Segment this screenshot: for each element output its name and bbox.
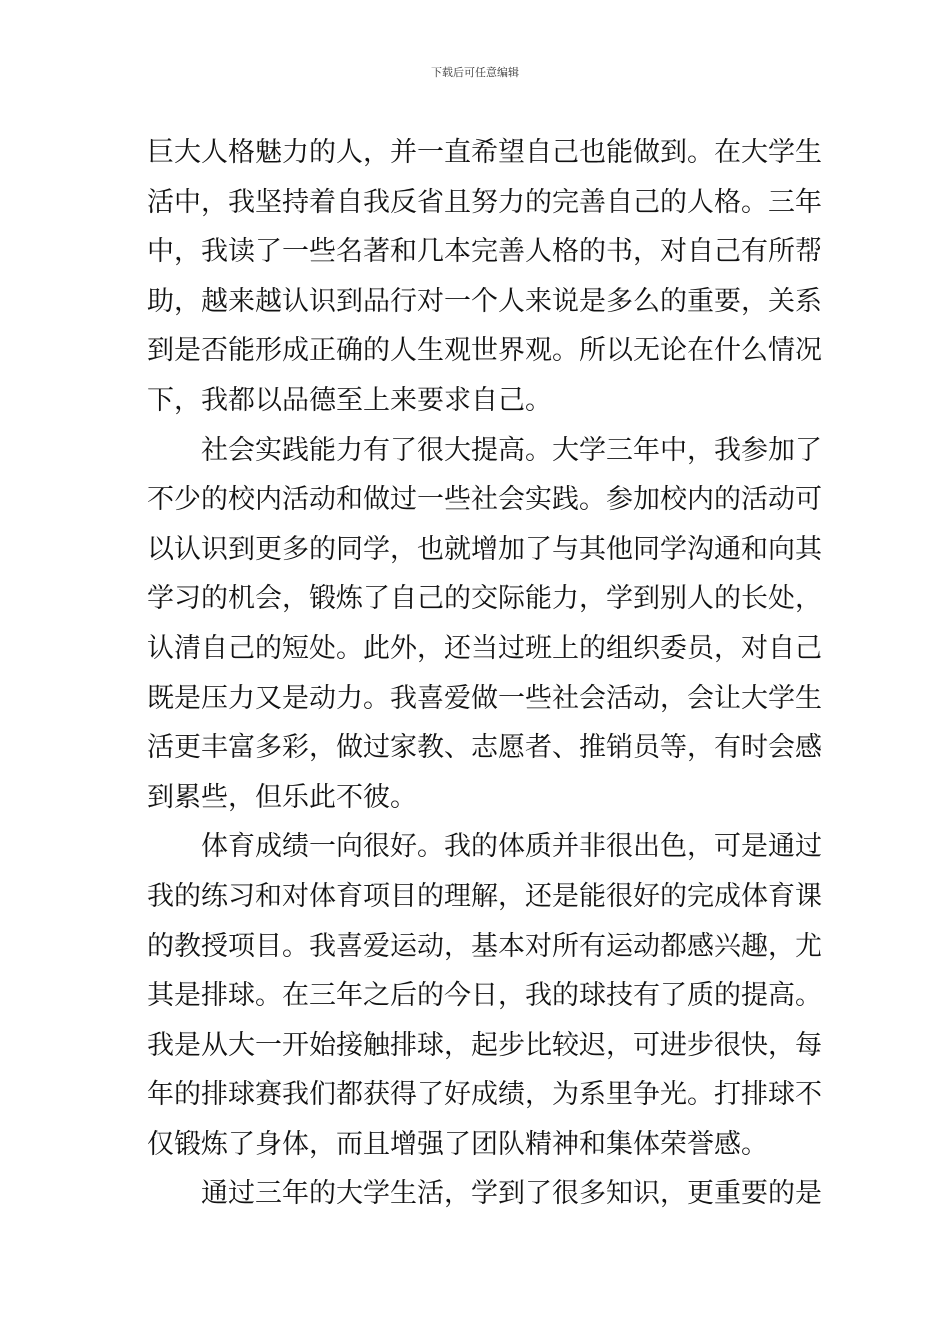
text-line: 活中，我坚持着自我反省且努力的完善自己的人格。三年 [147, 186, 822, 218]
text-line: 仅锻炼了身体，而且增强了团队精神和集体荣誉感。 [147, 1128, 768, 1160]
text-line: 的教授项目。我喜爱运动，基本对所有运动都感兴趣，尤 [147, 930, 822, 962]
text-line: 活更丰富多彩，做过家教、志愿者、推销员等，有时会感 [147, 732, 822, 764]
text-line: 中，我读了一些名著和几本完善人格的书，对自己有所帮 [147, 236, 822, 268]
paragraph [147, 426, 822, 823]
text-line: 以认识到更多的同学，也就增加了与其他同学沟通和向其 [147, 533, 822, 565]
page-header: 下载后可任意编辑 [431, 66, 519, 79]
paragraph [147, 128, 822, 426]
text-line: 到累些，但乐此不彼。 [147, 781, 417, 813]
text-line: 其是排球。在三年之后的今日，我的球技有了质的提高。 [147, 980, 822, 1012]
text-line: 我是从大一开始接触排球，起步比较迟，可进步很快，每 [147, 1029, 822, 1061]
text-line: 不少的校内活动和做过一些社会实践。参加校内的活动可 [147, 484, 822, 516]
text-line: 巨大人格魅力的人，并一直希望自己也能做到。在大学生 [147, 137, 822, 168]
text-line: 到是否能形成正确的人生观世界观。所以无论在什么情况 [147, 335, 822, 367]
text-line: 年的排球赛我们都获得了好成绩，为系里争光。打排球不 [147, 1079, 822, 1111]
text-line: 我的练习和对体育项目的理解，还是能很好的完成体育课 [147, 880, 822, 912]
text-line: 通过三年的大学生活，学到了很多知识，更重要的是 [201, 1178, 822, 1210]
text-line: 学习的机会，锻炼了自己的交际能力，学到别人的长处， [147, 583, 822, 615]
text-line: 体育成绩一向很好。我的体质并非很出色，可是通过 [201, 831, 822, 863]
paragraph [147, 822, 822, 1169]
text-line: 既是压力又是动力。我喜爱做一些社会活动，会让大学生 [147, 682, 822, 714]
text-line: 认清自己的短处。此外，还当过班上的组织委员，对自己 [147, 632, 822, 664]
paragraph [147, 1169, 822, 1219]
document-body [147, 128, 822, 1219]
text-line: 社会实践能力有了很大提高。大学三年中，我参加了 [201, 434, 822, 466]
text-line: 助，越来越认识到品行对一个人来说是多么的重要，关系 [147, 285, 822, 317]
text-line: 下，我都以品德至上来要求自己。 [147, 384, 552, 416]
